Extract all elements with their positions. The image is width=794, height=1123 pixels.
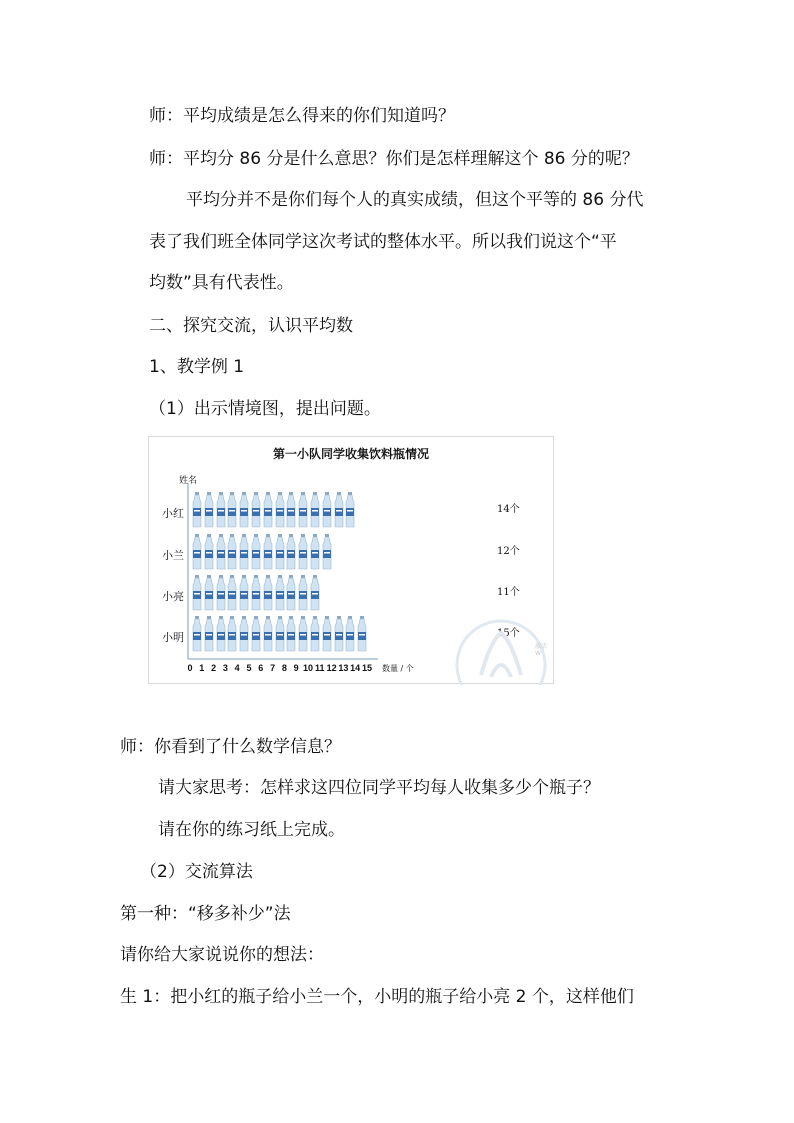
- step-2-heading: （2）交流算法: [140, 862, 253, 882]
- watermark-text: 激活 W: [535, 643, 548, 657]
- bottle-icon: [298, 575, 308, 611]
- bottle-icon: [357, 616, 367, 652]
- x-tick-label: 2: [211, 663, 217, 673]
- bottle-bar: [192, 534, 334, 570]
- text-line-5: 均数”具有代表性。: [149, 273, 294, 293]
- bottle-icon: [310, 575, 320, 611]
- bottle-icon: [286, 534, 296, 570]
- bottle-icon: [216, 575, 226, 611]
- text-line-1: 师：平均成绩是怎么得来的你们知道吗？: [149, 106, 455, 126]
- bottle-icon: [275, 492, 285, 528]
- text-line-3: 平均分并不是你们每个人的真实成绩，但这个平等的 86 分代: [186, 190, 644, 210]
- bottle-icon: [322, 534, 332, 570]
- bottle-icon: [239, 534, 249, 570]
- bottle-icon: [239, 616, 249, 652]
- bottle-chart-figure: [148, 436, 554, 684]
- x-tick-label: 14: [350, 663, 361, 673]
- bottle-icon: [239, 492, 249, 528]
- method-1-heading: 第一种：“移多补少”法: [120, 904, 291, 924]
- text-line-2: 师：平均分 86 分是什么意思？你们是怎样理解这个 86 分的呢？: [149, 149, 639, 169]
- practice-prompt: 请在你的练习纸上完成。: [158, 820, 345, 840]
- x-tick-label: 8: [281, 663, 287, 673]
- think-prompt: 请大家思考：怎样求这四位同学平均每人收集多少个瓶子？: [158, 778, 600, 798]
- y-axis-label: 姓名: [179, 476, 198, 486]
- bottle-icon: [216, 616, 226, 652]
- x-tick-label: 6: [258, 663, 264, 673]
- x-tick-label: 1: [199, 663, 205, 673]
- data-label: 12个: [497, 546, 520, 557]
- row-label: 小亮: [162, 590, 184, 603]
- bottle-icon: [298, 616, 308, 652]
- bottle-icon: [251, 492, 261, 528]
- bottle-icon: [227, 534, 237, 570]
- bottle-icon: [298, 534, 308, 570]
- bottle-icon: [286, 575, 296, 611]
- row-label: 小明: [162, 631, 184, 644]
- bottle-icon: [192, 534, 202, 570]
- bottle-icon: [216, 492, 226, 528]
- x-tick-label: 0: [187, 663, 193, 673]
- bottle-icon: [216, 534, 226, 570]
- bottle-icon: [286, 492, 296, 528]
- bottle-icon: [334, 492, 344, 528]
- x-tick-label: 5: [246, 663, 252, 673]
- bottle-icon: [263, 534, 273, 570]
- step-1-heading: （1）出示情境图，提出问题。: [149, 399, 381, 419]
- x-tick-label: 12: [326, 663, 337, 673]
- bottle-bar: [192, 616, 369, 652]
- bottle-icon: [322, 616, 332, 652]
- bottle-icon: [345, 492, 355, 528]
- chart-title: 第一小队同学收集饮料瓶情况: [272, 447, 429, 461]
- bottle-icon: [204, 492, 214, 528]
- section-heading: 二、探究交流，认识平均数: [149, 316, 353, 336]
- x-tick-label: 7: [270, 663, 276, 673]
- bottle-icon: [239, 575, 249, 611]
- example-heading: 1、教学例 1: [149, 357, 245, 377]
- bottle-icon: [310, 616, 320, 652]
- bottle-bar: [192, 575, 322, 611]
- bottle-icon: [227, 492, 237, 528]
- x-axis-label: 数量 / 个: [382, 664, 414, 673]
- bottle-icon: [227, 616, 237, 652]
- row-label: 小红: [162, 507, 184, 520]
- bottle-icon: [204, 616, 214, 652]
- data-label: 15个: [497, 628, 520, 639]
- x-tick-label: 9: [293, 663, 299, 673]
- bottle-icon: [275, 534, 285, 570]
- x-tick-label: 3: [222, 663, 228, 673]
- bottle-icon: [298, 492, 308, 528]
- bottle-icon: [263, 616, 273, 652]
- bottle-icon: [310, 534, 320, 570]
- text-line-4: 表了我们班全体同学这次考试的整体水平。所以我们说这个“平: [149, 232, 617, 252]
- bottle-icon: [322, 492, 332, 528]
- x-tick-label: 4: [234, 663, 240, 673]
- bottle-icon: [192, 616, 202, 652]
- x-tick-label: 11: [315, 663, 325, 673]
- student-answer: 生 1：把小红的瓶子给小兰一个，小明的瓶子给小亮 2 个，这样他们: [120, 987, 634, 1007]
- bottle-icon: [263, 575, 273, 611]
- teacher-question: 师：你看到了什么数学信息？: [120, 737, 341, 757]
- row-label: 小兰: [162, 549, 184, 562]
- bottle-icon: [227, 575, 237, 611]
- data-label: 14个: [497, 504, 520, 515]
- bottle-icon: [310, 492, 320, 528]
- bottle-icon: [334, 616, 344, 652]
- data-label: 11个: [497, 587, 520, 598]
- bottle-icon: [275, 575, 285, 611]
- bottle-icon: [192, 492, 202, 528]
- bottle-icon: [263, 492, 273, 528]
- explain-prompt: 请你给大家说说你的想法：: [120, 945, 324, 965]
- bottle-icon: [251, 575, 261, 611]
- bottle-icon: [204, 534, 214, 570]
- bottle-bar: [192, 492, 357, 528]
- bottle-icon: [192, 575, 202, 611]
- bottle-icon: [286, 616, 296, 652]
- bottle-icon: [275, 616, 285, 652]
- bottle-icon: [251, 534, 261, 570]
- bottle-icon: [251, 616, 261, 652]
- bottle-icon: [345, 616, 355, 652]
- x-tick-label: 10: [302, 663, 313, 673]
- x-tick-label: 15: [361, 663, 372, 673]
- x-tick-label: 13: [338, 663, 349, 673]
- bottle-icon: [204, 575, 214, 611]
